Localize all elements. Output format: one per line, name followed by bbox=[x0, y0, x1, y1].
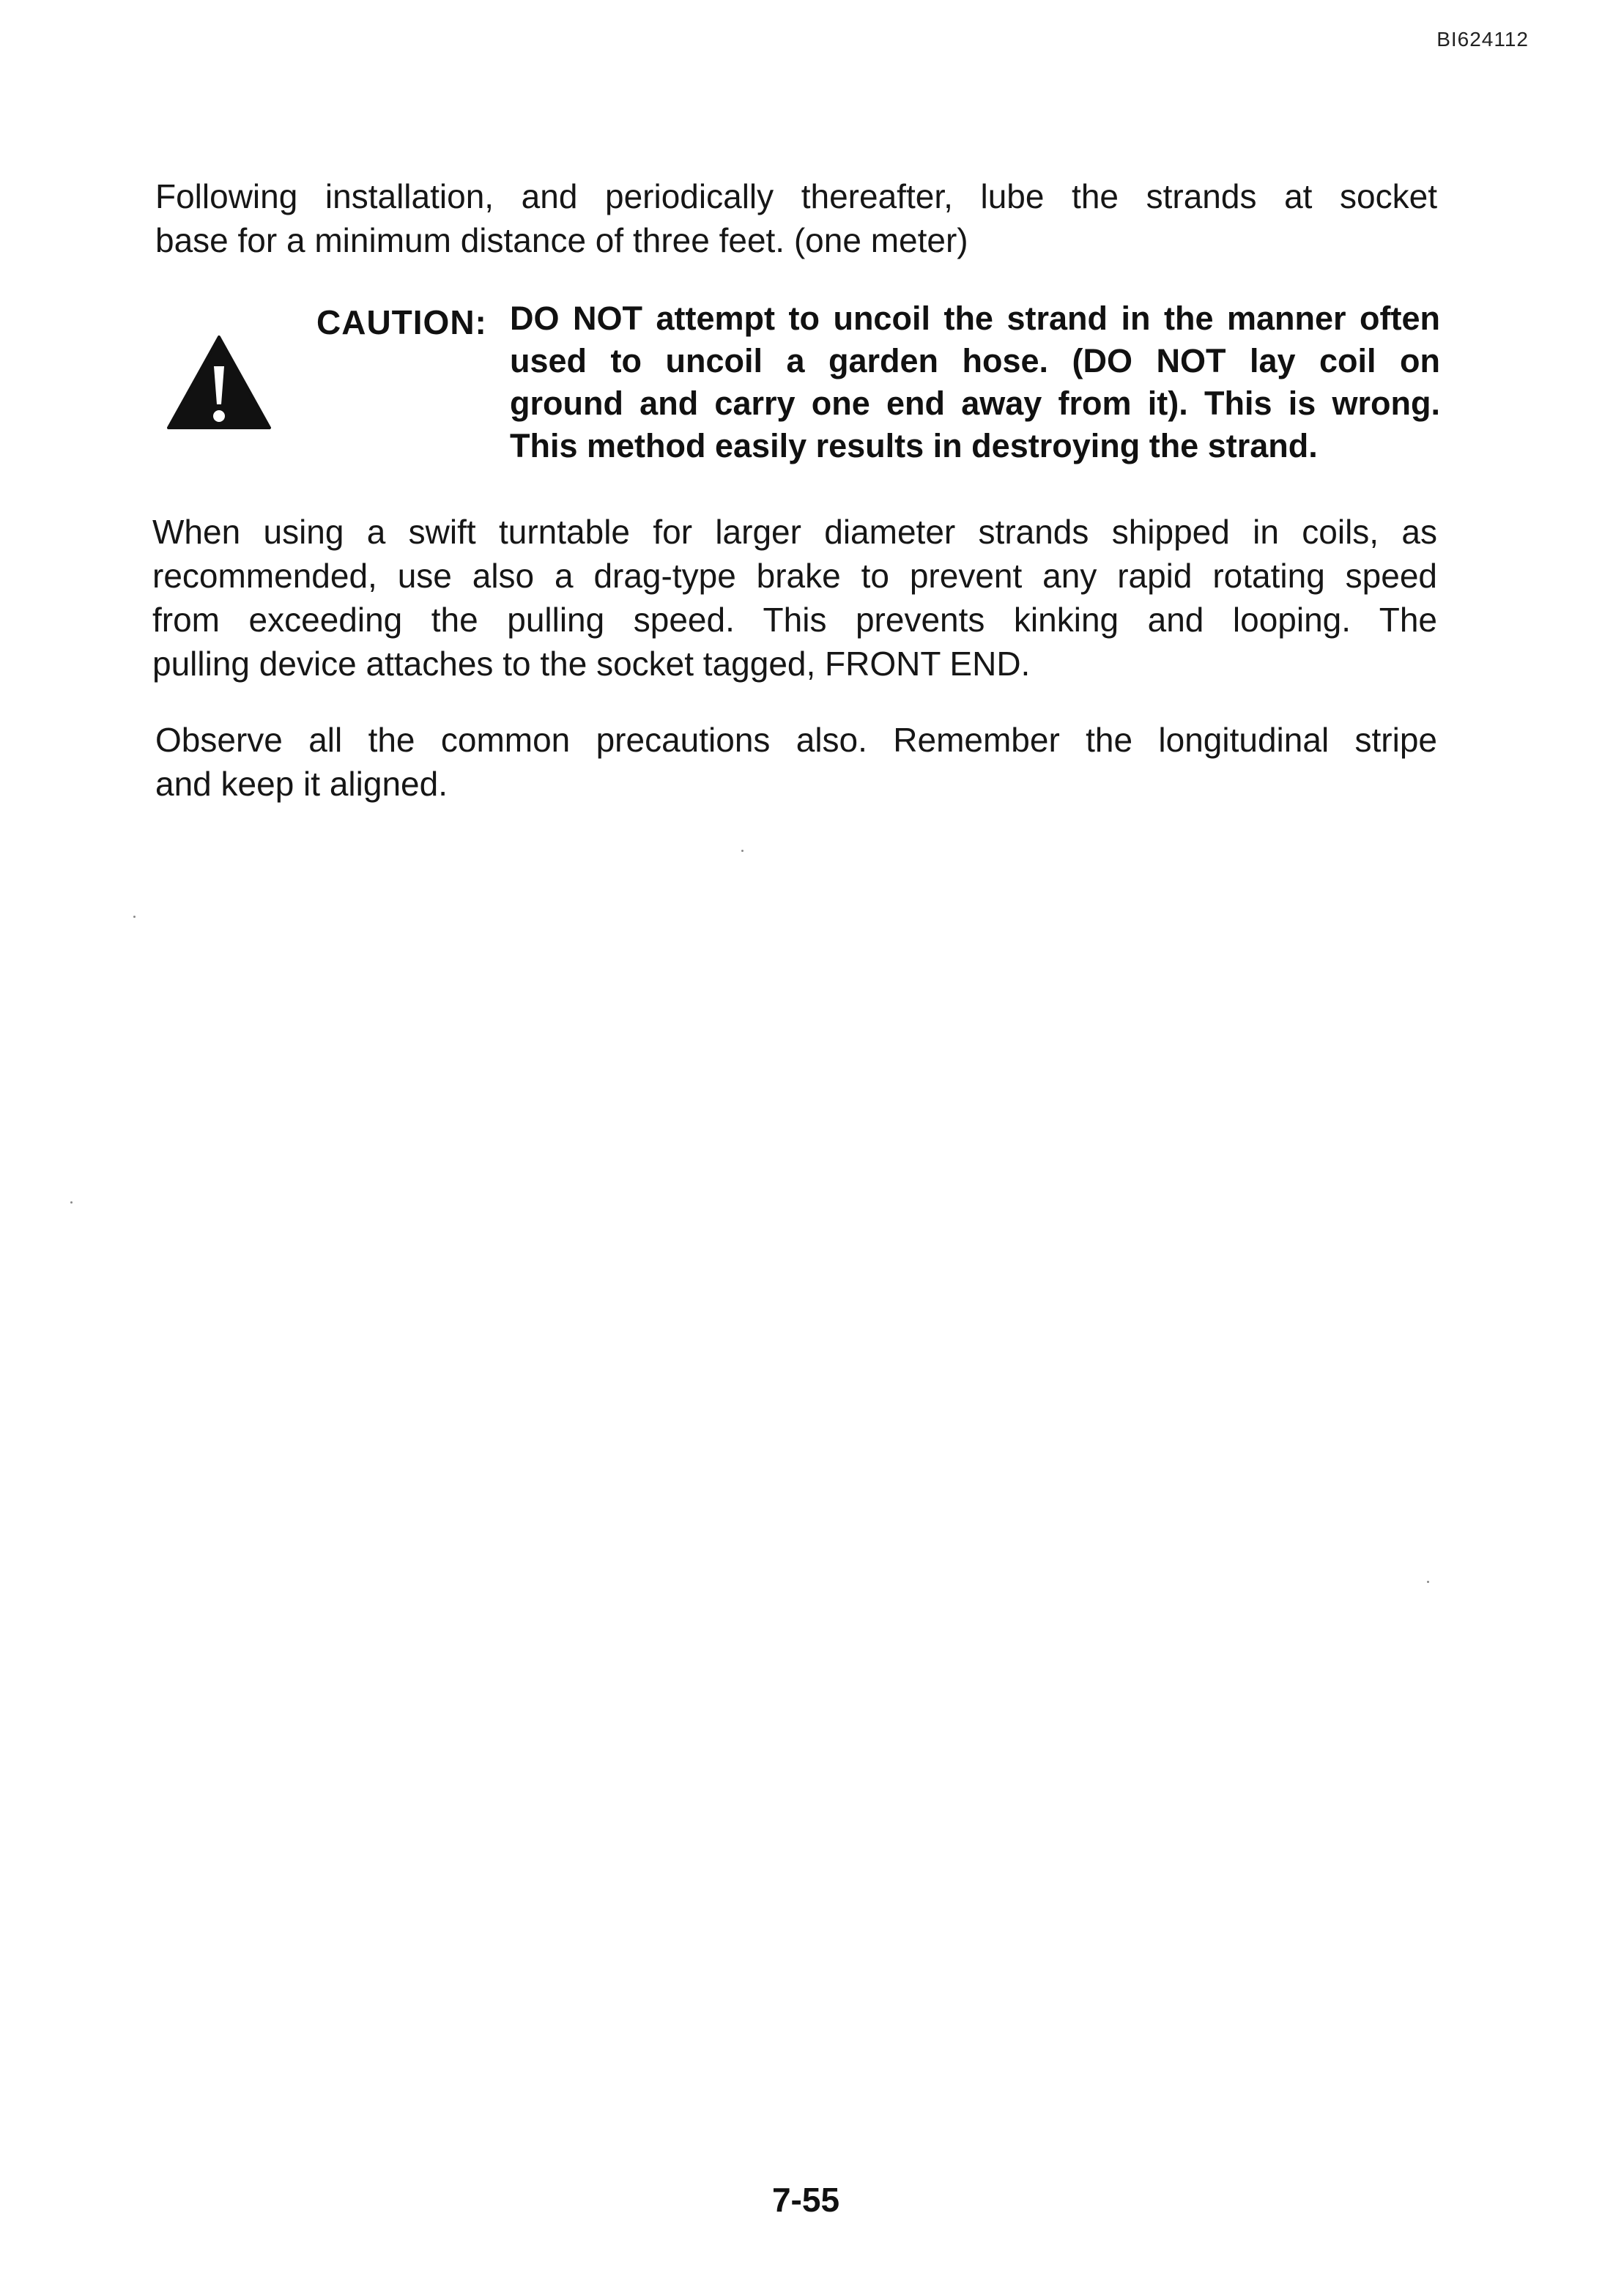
paragraph-line: and keep it aligned. bbox=[155, 765, 448, 803]
caution-text bbox=[510, 297, 1440, 467]
paragraph-line: base for a minimum distance of three feet. (one meter) bbox=[155, 221, 968, 259]
turntable-paragraph bbox=[152, 510, 1437, 686]
scan-speck bbox=[133, 916, 136, 918]
paragraph-line: Observe all the common precautions also. Remember the longitudinal stripe bbox=[155, 721, 1437, 759]
caution-line: This method easily results in destroying the strand. bbox=[510, 427, 1318, 464]
precautions-paragraph bbox=[155, 718, 1437, 806]
caution-line: DO NOT attempt to uncoil the strand in the manner often bbox=[510, 300, 1440, 337]
installation-paragraph bbox=[155, 174, 1437, 262]
caution-line: ground and carry one end away from it). This is wrong. bbox=[510, 385, 1440, 422]
paragraph-line: recommended, use also a drag-type brake to prevent any rapid rotating speed bbox=[152, 557, 1437, 595]
caution-line: used to uncoil a garden hose. (DO NOT lay coil on bbox=[510, 342, 1440, 379]
paragraph-line: When using a swift turntable for larger diameter strands shipped in coils, as bbox=[152, 513, 1437, 551]
document-id: BI624112 bbox=[1436, 28, 1529, 51]
scan-speck bbox=[70, 1201, 73, 1204]
page-number: 7-55 bbox=[771, 2181, 840, 2219]
paragraph-line: pulling device attaches to the socket tagged, FRONT END. bbox=[152, 645, 1031, 683]
warning-triangle-icon bbox=[166, 334, 272, 431]
paragraph-line: from exceeding the pulling speed. This prevents kinking and looping. The bbox=[152, 601, 1437, 639]
scan-speck bbox=[1427, 1581, 1429, 1583]
caution-label: CAUTION: bbox=[316, 303, 487, 341]
paragraph-line: Following installation, and periodically thereafter, lube the strands at socket bbox=[155, 177, 1437, 215]
scan-speck bbox=[741, 850, 744, 852]
caution-notice bbox=[166, 293, 1440, 476]
